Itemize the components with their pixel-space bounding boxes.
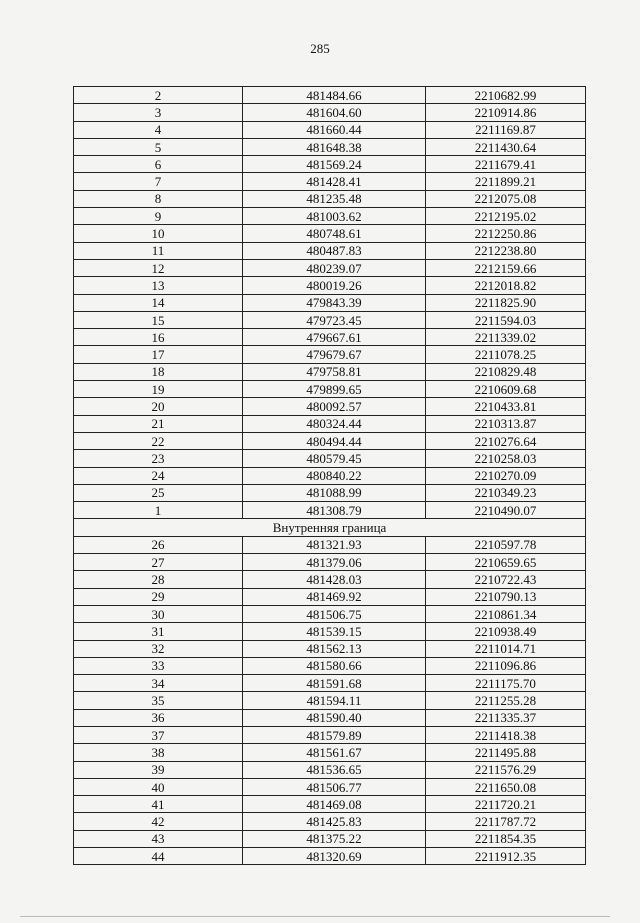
y-coordinate-cell: 2211720.21 — [426, 796, 586, 813]
x-coordinate-cell: 480840.22 — [243, 467, 426, 484]
y-coordinate-cell: 2210938.49 — [426, 623, 586, 640]
section-header-row — [74, 519, 586, 536]
page-bottom-edge — [20, 916, 610, 917]
point-number-cell: 15 — [74, 311, 243, 328]
y-coordinate-cell: 2211096.86 — [426, 657, 586, 674]
table-row — [74, 432, 586, 449]
table-row — [74, 830, 586, 847]
point-number-cell: 42 — [74, 813, 243, 830]
point-number-cell: 37 — [74, 726, 243, 743]
y-coordinate-cell: 2210490.07 — [426, 502, 586, 519]
x-coordinate-cell: 481320.69 — [243, 848, 426, 865]
x-coordinate-cell: 481604.60 — [243, 104, 426, 121]
y-coordinate-cell: 2211787.72 — [426, 813, 586, 830]
y-coordinate-cell: 2210682.99 — [426, 87, 586, 104]
table-row — [74, 277, 586, 294]
y-coordinate-cell: 2211255.28 — [426, 692, 586, 709]
point-number-cell: 28 — [74, 571, 243, 588]
x-coordinate-cell: 481506.75 — [243, 605, 426, 622]
table-row — [74, 346, 586, 363]
y-coordinate-cell: 2210790.13 — [426, 588, 586, 605]
table-row — [74, 692, 586, 709]
point-number-cell: 9 — [74, 208, 243, 225]
x-coordinate-cell: 479679.67 — [243, 346, 426, 363]
table-row — [74, 709, 586, 726]
x-coordinate-cell: 481506.77 — [243, 778, 426, 795]
y-coordinate-cell: 2212250.86 — [426, 225, 586, 242]
table-row — [74, 190, 586, 207]
x-coordinate-cell: 481590.40 — [243, 709, 426, 726]
point-number-cell: 20 — [74, 398, 243, 415]
table-row — [74, 778, 586, 795]
section-title: Внутренняя граница — [74, 519, 586, 536]
y-coordinate-cell: 2211430.64 — [426, 138, 586, 155]
y-coordinate-cell: 2210349.23 — [426, 484, 586, 501]
table-row — [74, 467, 586, 484]
table-row — [74, 848, 586, 865]
x-coordinate-cell: 480019.26 — [243, 277, 426, 294]
table-row — [74, 329, 586, 346]
table-row — [74, 225, 586, 242]
table-row — [74, 536, 586, 553]
y-coordinate-cell: 2211825.90 — [426, 294, 586, 311]
point-number-cell: 2 — [74, 87, 243, 104]
y-coordinate-cell: 2211495.88 — [426, 744, 586, 761]
point-number-cell: 6 — [74, 156, 243, 173]
table-row — [74, 415, 586, 432]
x-coordinate-cell: 481591.68 — [243, 675, 426, 692]
y-coordinate-cell: 2210914.86 — [426, 104, 586, 121]
point-number-cell: 25 — [74, 484, 243, 501]
y-coordinate-cell: 2211650.08 — [426, 778, 586, 795]
y-coordinate-cell: 2212018.82 — [426, 277, 586, 294]
table-row — [74, 640, 586, 657]
table-row — [74, 208, 586, 225]
x-coordinate-cell: 481469.08 — [243, 796, 426, 813]
x-coordinate-cell: 481561.67 — [243, 744, 426, 761]
point-number-cell: 31 — [74, 623, 243, 640]
x-coordinate-cell: 481562.13 — [243, 640, 426, 657]
point-number-cell: 16 — [74, 329, 243, 346]
table-row — [74, 259, 586, 276]
point-number-cell: 26 — [74, 536, 243, 553]
x-coordinate-cell: 480239.07 — [243, 259, 426, 276]
table-row — [74, 588, 586, 605]
table-row — [74, 796, 586, 813]
point-number-cell: 14 — [74, 294, 243, 311]
table-row — [74, 156, 586, 173]
table-row — [74, 87, 586, 104]
x-coordinate-cell: 479899.65 — [243, 381, 426, 398]
x-coordinate-cell: 480494.44 — [243, 432, 426, 449]
x-coordinate-cell: 481469.92 — [243, 588, 426, 605]
x-coordinate-cell: 480487.83 — [243, 242, 426, 259]
y-coordinate-cell: 2210597.78 — [426, 536, 586, 553]
point-number-cell: 8 — [74, 190, 243, 207]
point-number-cell: 1 — [74, 502, 243, 519]
table-row — [74, 311, 586, 328]
table-row — [74, 761, 586, 778]
y-coordinate-cell: 2211679.41 — [426, 156, 586, 173]
x-coordinate-cell: 481536.65 — [243, 761, 426, 778]
y-coordinate-cell: 2210313.87 — [426, 415, 586, 432]
point-number-cell: 21 — [74, 415, 243, 432]
table-row — [74, 813, 586, 830]
table-row — [74, 675, 586, 692]
point-number-cell: 39 — [74, 761, 243, 778]
x-coordinate-cell: 481308.79 — [243, 502, 426, 519]
x-coordinate-cell: 480748.61 — [243, 225, 426, 242]
table-row — [74, 104, 586, 121]
y-coordinate-cell: 2211594.03 — [426, 311, 586, 328]
x-coordinate-cell: 480324.44 — [243, 415, 426, 432]
x-coordinate-cell: 481580.66 — [243, 657, 426, 674]
table-row — [74, 554, 586, 571]
page-number: 285 — [310, 41, 330, 56]
point-number-cell: 19 — [74, 381, 243, 398]
point-number-cell: 43 — [74, 830, 243, 847]
table-row — [74, 398, 586, 415]
y-coordinate-cell: 2212159.66 — [426, 259, 586, 276]
x-coordinate-cell: 481235.48 — [243, 190, 426, 207]
point-number-cell: 34 — [74, 675, 243, 692]
y-coordinate-cell: 2211418.38 — [426, 726, 586, 743]
coordinates-table — [73, 86, 586, 865]
x-coordinate-cell: 481428.03 — [243, 571, 426, 588]
table-row — [74, 605, 586, 622]
y-coordinate-cell: 2210829.48 — [426, 363, 586, 380]
y-coordinate-cell: 2211339.02 — [426, 329, 586, 346]
point-number-cell: 33 — [74, 657, 243, 674]
x-coordinate-cell: 479843.39 — [243, 294, 426, 311]
y-coordinate-cell: 2211912.35 — [426, 848, 586, 865]
point-number-cell: 23 — [74, 450, 243, 467]
x-coordinate-cell: 480092.57 — [243, 398, 426, 415]
table-row — [74, 657, 586, 674]
x-coordinate-cell: 481660.44 — [243, 121, 426, 138]
table-row — [74, 121, 586, 138]
point-number-cell: 27 — [74, 554, 243, 571]
y-coordinate-cell: 2211014.71 — [426, 640, 586, 657]
point-number-cell: 29 — [74, 588, 243, 605]
point-number-cell: 36 — [74, 709, 243, 726]
y-coordinate-cell: 2211899.21 — [426, 173, 586, 190]
table-row — [74, 138, 586, 155]
point-number-cell: 38 — [74, 744, 243, 761]
point-number-cell: 35 — [74, 692, 243, 709]
table-row — [74, 381, 586, 398]
x-coordinate-cell: 479667.61 — [243, 329, 426, 346]
point-number-cell: 4 — [74, 121, 243, 138]
x-coordinate-cell: 480579.45 — [243, 450, 426, 467]
x-coordinate-cell: 481321.93 — [243, 536, 426, 553]
x-coordinate-cell: 481379.06 — [243, 554, 426, 571]
y-coordinate-cell: 2210861.34 — [426, 605, 586, 622]
y-coordinate-cell: 2210276.64 — [426, 432, 586, 449]
y-coordinate-cell: 2211854.35 — [426, 830, 586, 847]
table-row — [74, 726, 586, 743]
point-number-cell: 11 — [74, 242, 243, 259]
x-coordinate-cell: 481484.66 — [243, 87, 426, 104]
y-coordinate-cell: 2212238.80 — [426, 242, 586, 259]
x-coordinate-cell: 481428.41 — [243, 173, 426, 190]
y-coordinate-cell: 2211576.29 — [426, 761, 586, 778]
coordinates-table-body — [74, 87, 586, 865]
table-row — [74, 363, 586, 380]
point-number-cell: 22 — [74, 432, 243, 449]
x-coordinate-cell: 479758.81 — [243, 363, 426, 380]
point-number-cell: 44 — [74, 848, 243, 865]
point-number-cell: 18 — [74, 363, 243, 380]
table-row — [74, 502, 586, 519]
x-coordinate-cell: 481579.89 — [243, 726, 426, 743]
x-coordinate-cell: 481003.62 — [243, 208, 426, 225]
x-coordinate-cell: 479723.45 — [243, 311, 426, 328]
y-coordinate-cell: 2212195.02 — [426, 208, 586, 225]
point-number-cell: 24 — [74, 467, 243, 484]
point-number-cell: 40 — [74, 778, 243, 795]
y-coordinate-cell: 2211078.25 — [426, 346, 586, 363]
point-number-cell: 32 — [74, 640, 243, 657]
x-coordinate-cell: 481648.38 — [243, 138, 426, 155]
point-number-cell: 30 — [74, 605, 243, 622]
x-coordinate-cell: 481375.22 — [243, 830, 426, 847]
x-coordinate-cell: 481569.24 — [243, 156, 426, 173]
x-coordinate-cell: 481088.99 — [243, 484, 426, 501]
point-number-cell: 17 — [74, 346, 243, 363]
point-number-cell: 3 — [74, 104, 243, 121]
y-coordinate-cell: 2210258.03 — [426, 450, 586, 467]
table-row — [74, 173, 586, 190]
table-row — [74, 294, 586, 311]
table-row — [74, 744, 586, 761]
x-coordinate-cell: 481539.15 — [243, 623, 426, 640]
y-coordinate-cell: 2210270.09 — [426, 467, 586, 484]
point-number-cell: 41 — [74, 796, 243, 813]
point-number-cell: 12 — [74, 259, 243, 276]
table-row — [74, 484, 586, 501]
y-coordinate-cell: 2211169.87 — [426, 121, 586, 138]
y-coordinate-cell: 2211175.70 — [426, 675, 586, 692]
point-number-cell: 13 — [74, 277, 243, 294]
x-coordinate-cell: 481594.11 — [243, 692, 426, 709]
point-number-cell: 10 — [74, 225, 243, 242]
table-row — [74, 571, 586, 588]
point-number-cell: 5 — [74, 138, 243, 155]
y-coordinate-cell: 2210609.68 — [426, 381, 586, 398]
y-coordinate-cell: 2210659.65 — [426, 554, 586, 571]
y-coordinate-cell: 2210722.43 — [426, 571, 586, 588]
y-coordinate-cell: 2211335.37 — [426, 709, 586, 726]
y-coordinate-cell: 2212075.08 — [426, 190, 586, 207]
table-row — [74, 242, 586, 259]
table-row — [74, 450, 586, 467]
point-number-cell: 7 — [74, 173, 243, 190]
table-row — [74, 623, 586, 640]
y-coordinate-cell: 2210433.81 — [426, 398, 586, 415]
x-coordinate-cell: 481425.83 — [243, 813, 426, 830]
